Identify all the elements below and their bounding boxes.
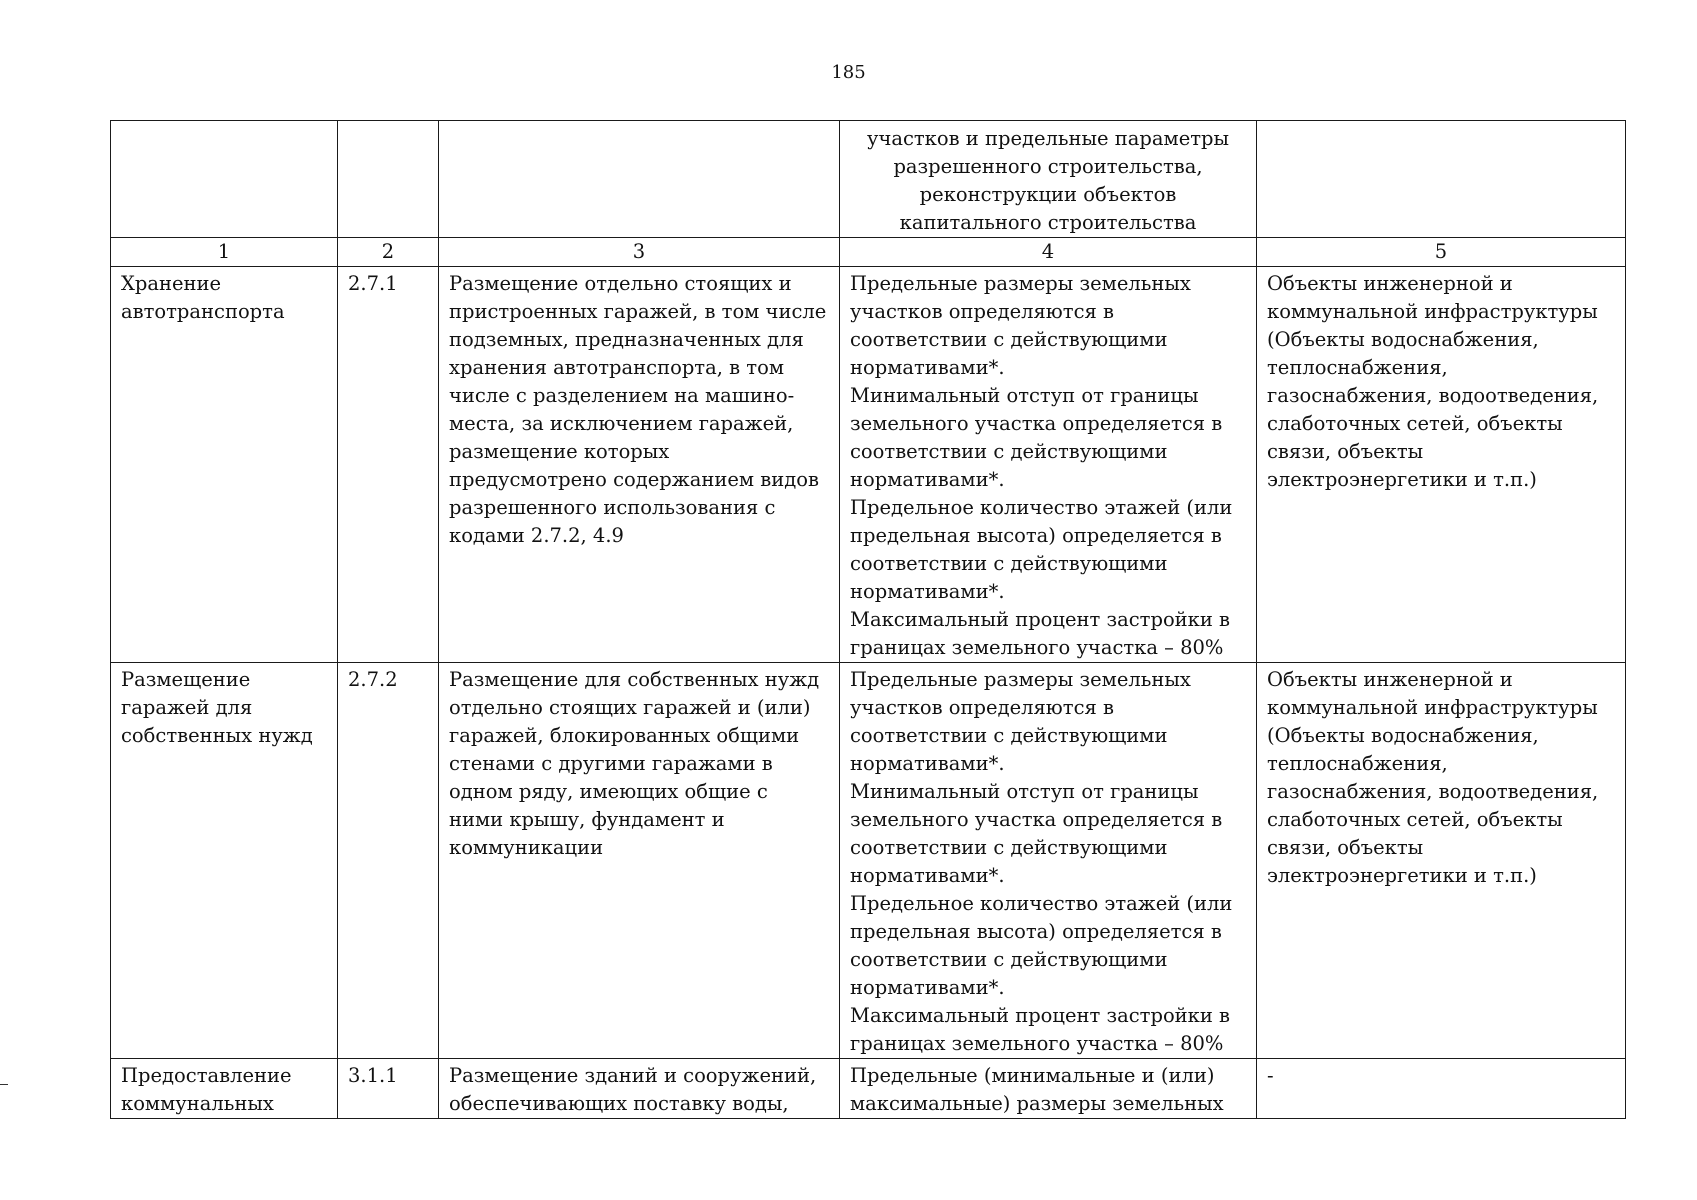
land-use-parameters: Предельные размеры земельных участков определяются в соответствии с действующими нормативами*. Минимальный отступ от границы земельного участка определяется в соответствии с действующими нормативами*. Предельное количество этажей (или предельная высота) определяется в соответствии с действующими нормативами*. Максимальный процент застройки в границах земельного участка – 80% [840,663,1257,1059]
header-cell-4: участков и предельные параметры разрешенного строительства, реконструкции объектов капитального строительства [840,121,1257,238]
margin-mark [0,1084,8,1085]
column-number: 4 [840,238,1257,267]
header-cell-2 [338,121,439,238]
column-number: 3 [439,238,840,267]
auxiliary-uses: Объекты инженерной и коммунальной инфраструктуры (Объекты водоснабжения, теплоснабжения, газоснабжения, водоотведения, слаботочных сетей, объекты связи, объекты электроэнергетики и т.п.) [1257,663,1626,1059]
table-header-continuation [111,121,1626,238]
land-use-description: Размещение отдельно стоящих и пристроенных гаражей, в том числе подземных, предназначенных для хранения автотранспорта, в том числе с разделением на машино- места, за исключением гаражей, размещение которых предусмотрено содержанием видов разрешенного использования с кодами 2.7.2, 4.9 [439,267,840,663]
land-use-name: Предоставление коммунальных [111,1059,338,1119]
table-row [111,267,1626,663]
land-use-parameters: Предельные размеры земельных участков определяются в соответствии с действующими нормативами*. Минимальный отступ от границы земельного участка определяется в соответствии с действующими нормативами*. Предельное количество этажей (или предельная высота) определяется в соответствии с действующими нормативами*. Максимальный процент застройки в границах земельного участка – 80% [840,267,1257,663]
column-number: 2 [338,238,439,267]
land-use-code: 2.7.2 [338,663,439,1059]
header-cell-3 [439,121,840,238]
column-number: 1 [111,238,338,267]
land-use-name: Размещение гаражей для собственных нужд [111,663,338,1059]
column-number-row [111,238,1626,267]
land-use-code: 3.1.1 [338,1059,439,1119]
land-use-description: Размещение для собственных нужд отдельно стоящих гаражей и (или) гаражей, блокированных общими стенами с другими гаражами в одном ряду, имеющих общие с ними крышу, фундамент и коммуникации [439,663,840,1059]
page-number: 185 [831,62,866,83]
header-cell-5 [1257,121,1626,238]
table-row [111,663,1626,1059]
auxiliary-uses: - [1257,1059,1626,1119]
land-use-name: Хранение автотранспорта [111,267,338,663]
auxiliary-uses: Объекты инженерной и коммунальной инфраструктуры (Объекты водоснабжения, теплоснабжения, газоснабжения, водоотведения, слаботочных сетей, объекты связи, объекты электроэнергетики и т.п.) [1257,267,1626,663]
table-row [111,1059,1626,1119]
land-use-table [110,120,1626,1119]
land-use-parameters: Предельные (минимальные и (или) максимальные) размеры земельных [840,1059,1257,1119]
header-cell-1 [111,121,338,238]
land-use-description: Размещение зданий и сооружений, обеспечивающих поставку воды, [439,1059,840,1119]
land-use-code: 2.7.1 [338,267,439,663]
column-number: 5 [1257,238,1626,267]
